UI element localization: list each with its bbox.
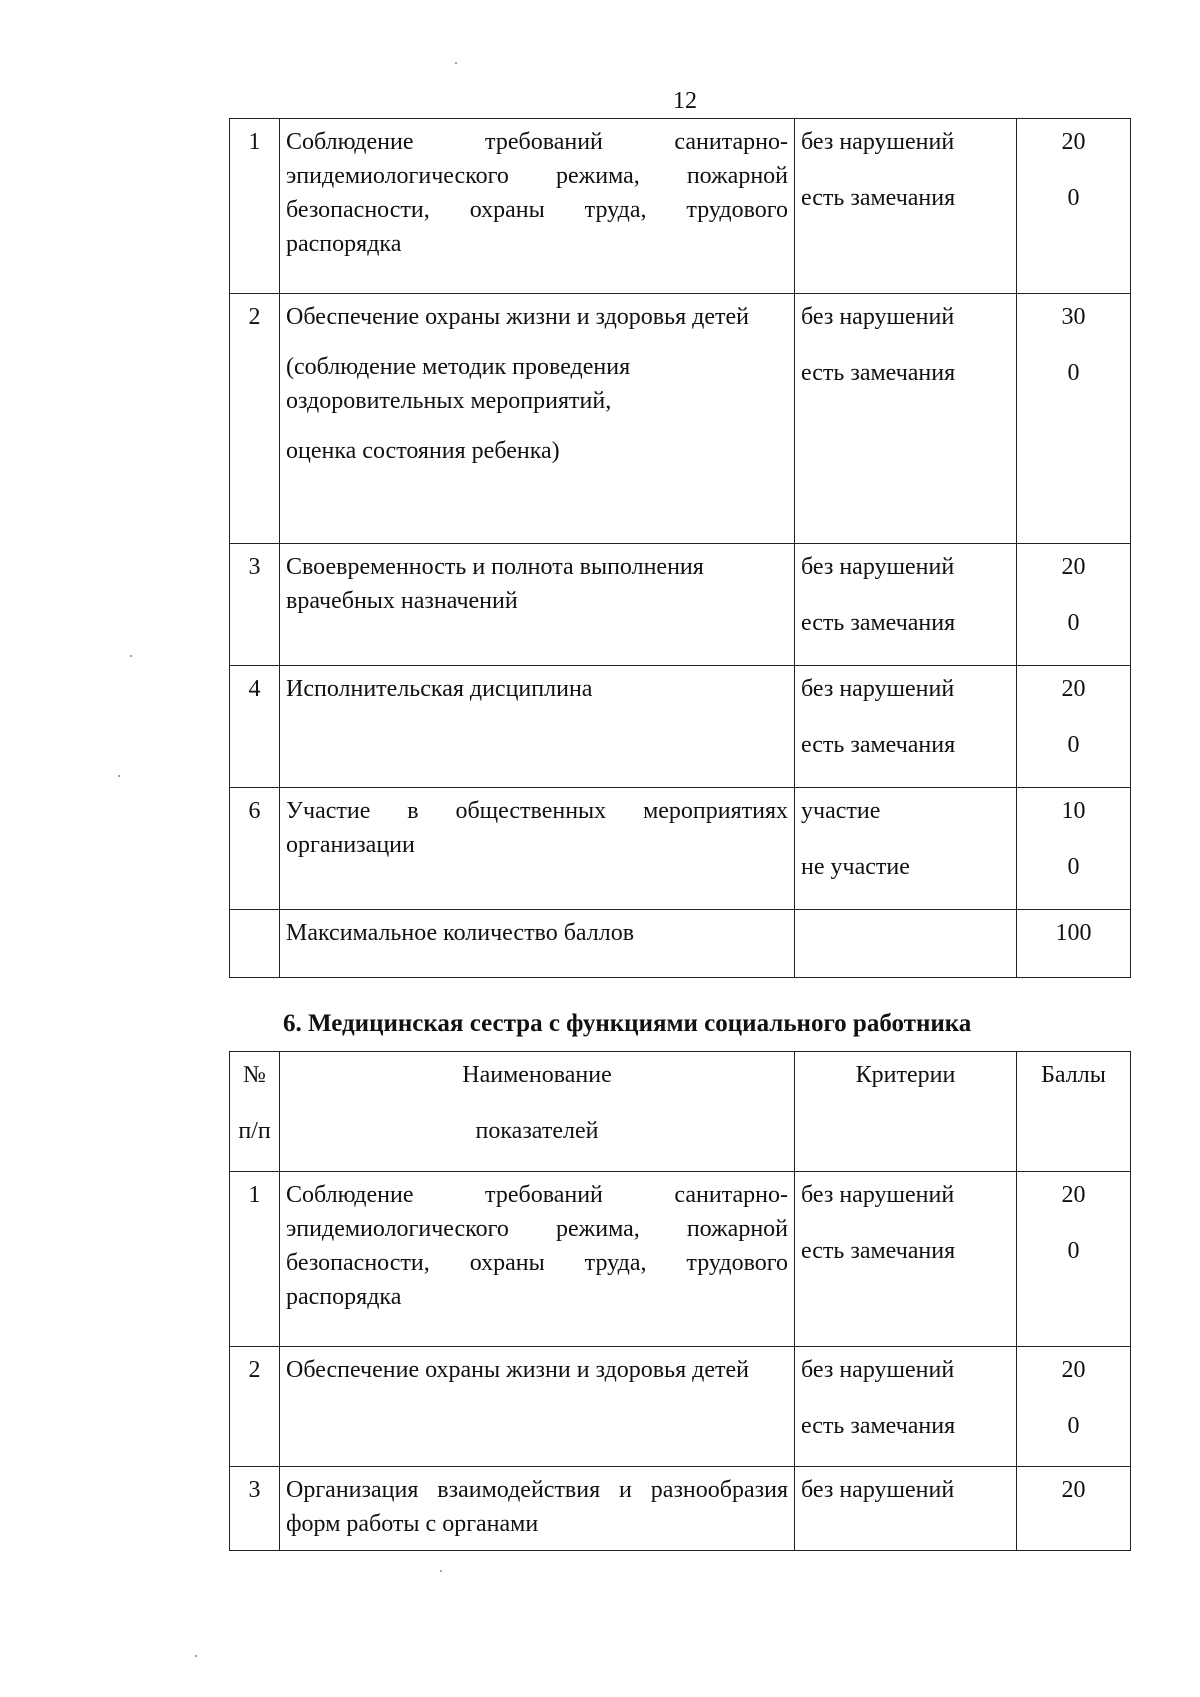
score: 20 <box>1061 129 1086 155</box>
criterion: без нарушений <box>801 304 955 330</box>
row-number: 2 <box>230 294 280 544</box>
criterion: без нарушений <box>801 554 955 580</box>
indicator-name: Соблюдение требований санитарно-эпидемиологического режима, пожарной безопасности, охраны труда, трудового распорядка <box>280 1172 795 1347</box>
indicator-name: Соблюдение требований санитарно-эпидемиологического режима, пожарной безопасности, охраны труда, трудового распорядка <box>280 119 795 294</box>
indicator-name: Своевременность и полнота выполнения врачебных назначений <box>280 544 795 666</box>
criterion: есть замечания <box>801 185 956 211</box>
score-cell <box>1017 294 1131 544</box>
score-cell <box>1017 1347 1131 1467</box>
row-number: 3 <box>230 1467 280 1551</box>
table-row <box>230 119 1131 294</box>
criteria-cell <box>795 666 1017 788</box>
criterion: участие <box>801 798 881 824</box>
score: 0 <box>1067 610 1080 636</box>
score: 30 <box>1061 304 1086 330</box>
indicator-detail: оценка состояния ребенка) <box>286 438 560 464</box>
table-row <box>230 294 1131 544</box>
scan-speck <box>195 1655 197 1657</box>
criterion: есть замечания <box>801 360 956 386</box>
criteria-cell <box>795 788 1017 910</box>
score-cell <box>1017 666 1131 788</box>
score-cell <box>1017 788 1131 910</box>
row-number <box>230 910 280 978</box>
scan-speck <box>118 775 120 777</box>
header-criteria: Критерии <box>795 1052 1017 1172</box>
score: 20 <box>1061 676 1086 702</box>
table-row <box>230 666 1131 788</box>
criteria-cell <box>795 1172 1017 1347</box>
row-number: 6 <box>230 788 280 910</box>
score: 20 <box>1061 554 1086 580</box>
row-number: 2 <box>230 1347 280 1467</box>
scan-speck <box>130 655 132 657</box>
score: 10 <box>1061 798 1086 824</box>
header-name-line: Наименование <box>462 1062 612 1088</box>
criterion: без нарушений <box>801 1182 955 1208</box>
criterion: не участие <box>801 854 910 880</box>
score: 0 <box>1067 360 1080 386</box>
row-number: 1 <box>230 119 280 294</box>
score-cell <box>1017 544 1131 666</box>
table-total-row <box>230 910 1131 978</box>
row-number: 1 <box>230 1172 280 1347</box>
header-number-abbrev: п/п <box>238 1118 271 1144</box>
criteria-cell <box>795 910 1017 978</box>
criteria-cell <box>795 1467 1017 1551</box>
table-header-row <box>230 1052 1131 1172</box>
table-row <box>230 788 1131 910</box>
score: 0 <box>1067 185 1080 211</box>
table-row <box>230 544 1131 666</box>
criterion: без нарушений <box>801 129 955 155</box>
criteria-table-section-6 <box>229 1051 1131 1551</box>
table-row <box>230 1347 1131 1467</box>
indicator-main: Обеспечение охраны жизни и здоровья детей <box>286 304 749 330</box>
row-number: 3 <box>230 544 280 666</box>
score: 0 <box>1067 732 1080 758</box>
criteria-cell <box>795 544 1017 666</box>
score: 20 <box>1061 1182 1086 1208</box>
criteria-table-continued <box>229 118 1131 978</box>
row-number: 4 <box>230 666 280 788</box>
header-scores: Баллы <box>1017 1052 1131 1172</box>
total-score: 100 <box>1017 910 1131 978</box>
criterion: есть замечания <box>801 732 956 758</box>
score: 0 <box>1067 854 1080 880</box>
score-cell <box>1017 1467 1131 1551</box>
total-label: Максимальное количество баллов <box>280 910 795 978</box>
criterion: есть замечания <box>801 1238 956 1264</box>
indicator-name <box>280 294 795 544</box>
scan-speck <box>440 1570 442 1572</box>
page-number: 12 <box>673 88 697 114</box>
header-name-line: показателей <box>475 1118 599 1144</box>
table-row <box>230 1172 1131 1347</box>
indicator-name: Организация взаимодействия и разнообразия форм работы с органами <box>280 1467 795 1551</box>
section-title: 6. Медицинская сестра с функциями социального работника <box>283 1010 972 1037</box>
criteria-cell <box>795 294 1017 544</box>
criteria-cell <box>795 1347 1017 1467</box>
header-name <box>280 1052 795 1172</box>
header-number <box>230 1052 280 1172</box>
criteria-cell <box>795 119 1017 294</box>
score: 20 <box>1061 1357 1086 1383</box>
criterion: есть замечания <box>801 1413 956 1439</box>
indicator-name: Исполнительская дисциплина <box>280 666 795 788</box>
score: 0 <box>1067 1413 1080 1439</box>
criterion: без нарушений <box>801 676 955 702</box>
score-cell <box>1017 119 1131 294</box>
indicator-name: Участие в общественных мероприятиях организации <box>280 788 795 910</box>
indicator-detail: (соблюдение методик проведения оздоровительных мероприятий, <box>286 354 631 414</box>
criterion: без нарушений <box>801 1477 955 1503</box>
criterion: есть замечания <box>801 610 956 636</box>
scan-speck <box>455 62 457 64</box>
score: 0 <box>1067 1238 1080 1264</box>
score: 20 <box>1061 1477 1086 1503</box>
criterion: без нарушений <box>801 1357 955 1383</box>
score-cell <box>1017 1172 1131 1347</box>
indicator-name: Обеспечение охраны жизни и здоровья детей <box>280 1347 795 1467</box>
table-row <box>230 1467 1131 1551</box>
header-number-symbol: № <box>243 1062 266 1088</box>
